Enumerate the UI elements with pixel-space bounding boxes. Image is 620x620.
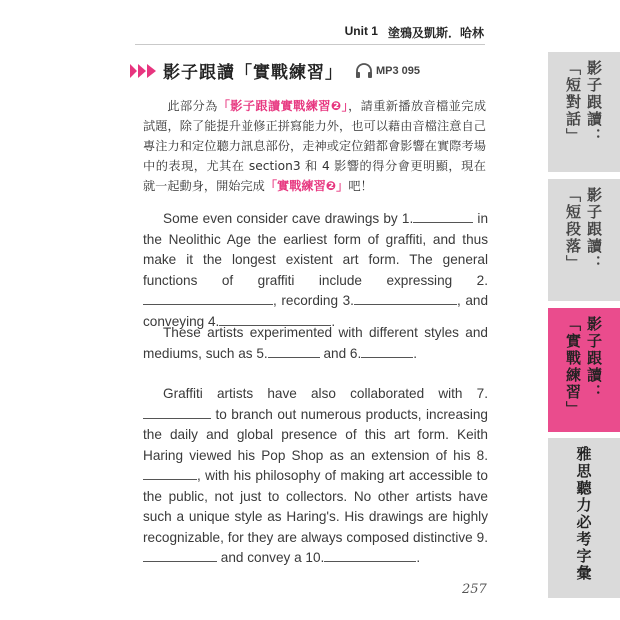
p3-text-1: Graffiti artists have also collaborated with 7. [163, 386, 488, 401]
running-head [345, 24, 484, 41]
intro-text-2: ，請重新播放音檔並完成試題，除了能提升並修正拼寫能力外，也可以藉由音檔注意自己專注力和定位聽力訊息部份，走神或定位錯都會影響在實際考場中的表現，尤其在 section3 和 4 影響的得分會更明顯，現在就一起動身，開始完成 [143, 99, 487, 193]
p3-text-2: to branch out numerous products, increasing the daily and global presence of this art form. Keith Haring viewed his Pop Shop as an extension of his 8. [143, 406, 488, 463]
p2-text-2: and 6. [319, 345, 362, 361]
triple-arrow-icon [130, 64, 157, 78]
side-tab-label: 影子跟讀：「實戰練習」 [564, 316, 603, 418]
chapter-title: 塗鴉及凱斯．哈林 [387, 26, 484, 40]
side-tab-short-dialogue[interactable] [548, 52, 620, 172]
headphone-icon [355, 63, 373, 79]
intro-text-1: 此部分為 [167, 99, 218, 113]
p1-text-2: in the Neolithic Age the earliest form of graffiti, and thus make it the longest existent art form. The general functions of graffiti include expressing 2. [143, 211, 489, 288]
side-tab-short-passage[interactable] [548, 179, 620, 301]
unit-label: Unit 1 [344, 24, 378, 38]
intro-highlight-1: 「影子跟讀實戰練習❷」 [217, 99, 349, 113]
blank-3[interactable] [354, 291, 457, 305]
p1-text-5: . [331, 313, 336, 329]
page-number: 257 [462, 582, 487, 597]
blank-1[interactable] [413, 209, 473, 223]
section-heading [130, 58, 420, 83]
passage-paragraph-2 [143, 323, 488, 364]
p2-text-1: These artists experimented with different styles and mediums, such as 5. [143, 325, 488, 361]
blank-10[interactable] [324, 548, 416, 562]
p2-text-3: . [413, 345, 418, 361]
intro-text-3: 吧！ [348, 179, 373, 193]
p3-text-5: . [416, 550, 421, 565]
mp3-track-label: MP3 095 [376, 64, 421, 77]
intro-highlight-2: 「實戰練習❷」 [264, 179, 349, 193]
blank-5[interactable] [268, 344, 320, 358]
blank-9[interactable] [143, 548, 217, 562]
blank-6[interactable] [361, 344, 413, 358]
p1-text-4: , and conveying 4. [143, 293, 489, 329]
p3-text-4: and convey a 10. [217, 550, 325, 565]
p3-text-3: , with his philosophy of making art accessible to the public, not just to collectors. No other artists have such a unique style as Haring's. His drawings are highly recognizable, for they are always composed distinctive 9. [143, 468, 488, 545]
side-tab-practice-active[interactable] [548, 308, 620, 432]
p1-text-3: , recording 3. [273, 293, 354, 308]
blank-2[interactable] [143, 291, 273, 305]
blank-8[interactable] [143, 466, 197, 480]
p1-text-1: Some even consider cave drawings by 1. [163, 211, 414, 226]
side-tab-label: 雅思聽力必考字彙 [574, 446, 593, 582]
side-tab-label: 影子跟讀：「短段落」 [564, 187, 603, 272]
header-divider [135, 44, 485, 45]
passage-paragraph-3 [143, 384, 488, 569]
passage-paragraph-1 [143, 209, 488, 332]
section-title: 影子跟讀「實戰練習」 [163, 63, 343, 83]
side-tab-label: 影子跟讀：「短對話」 [564, 60, 603, 145]
blank-7[interactable] [143, 405, 211, 419]
side-tab-vocabulary[interactable] [548, 438, 620, 598]
intro-paragraph [143, 96, 486, 196]
